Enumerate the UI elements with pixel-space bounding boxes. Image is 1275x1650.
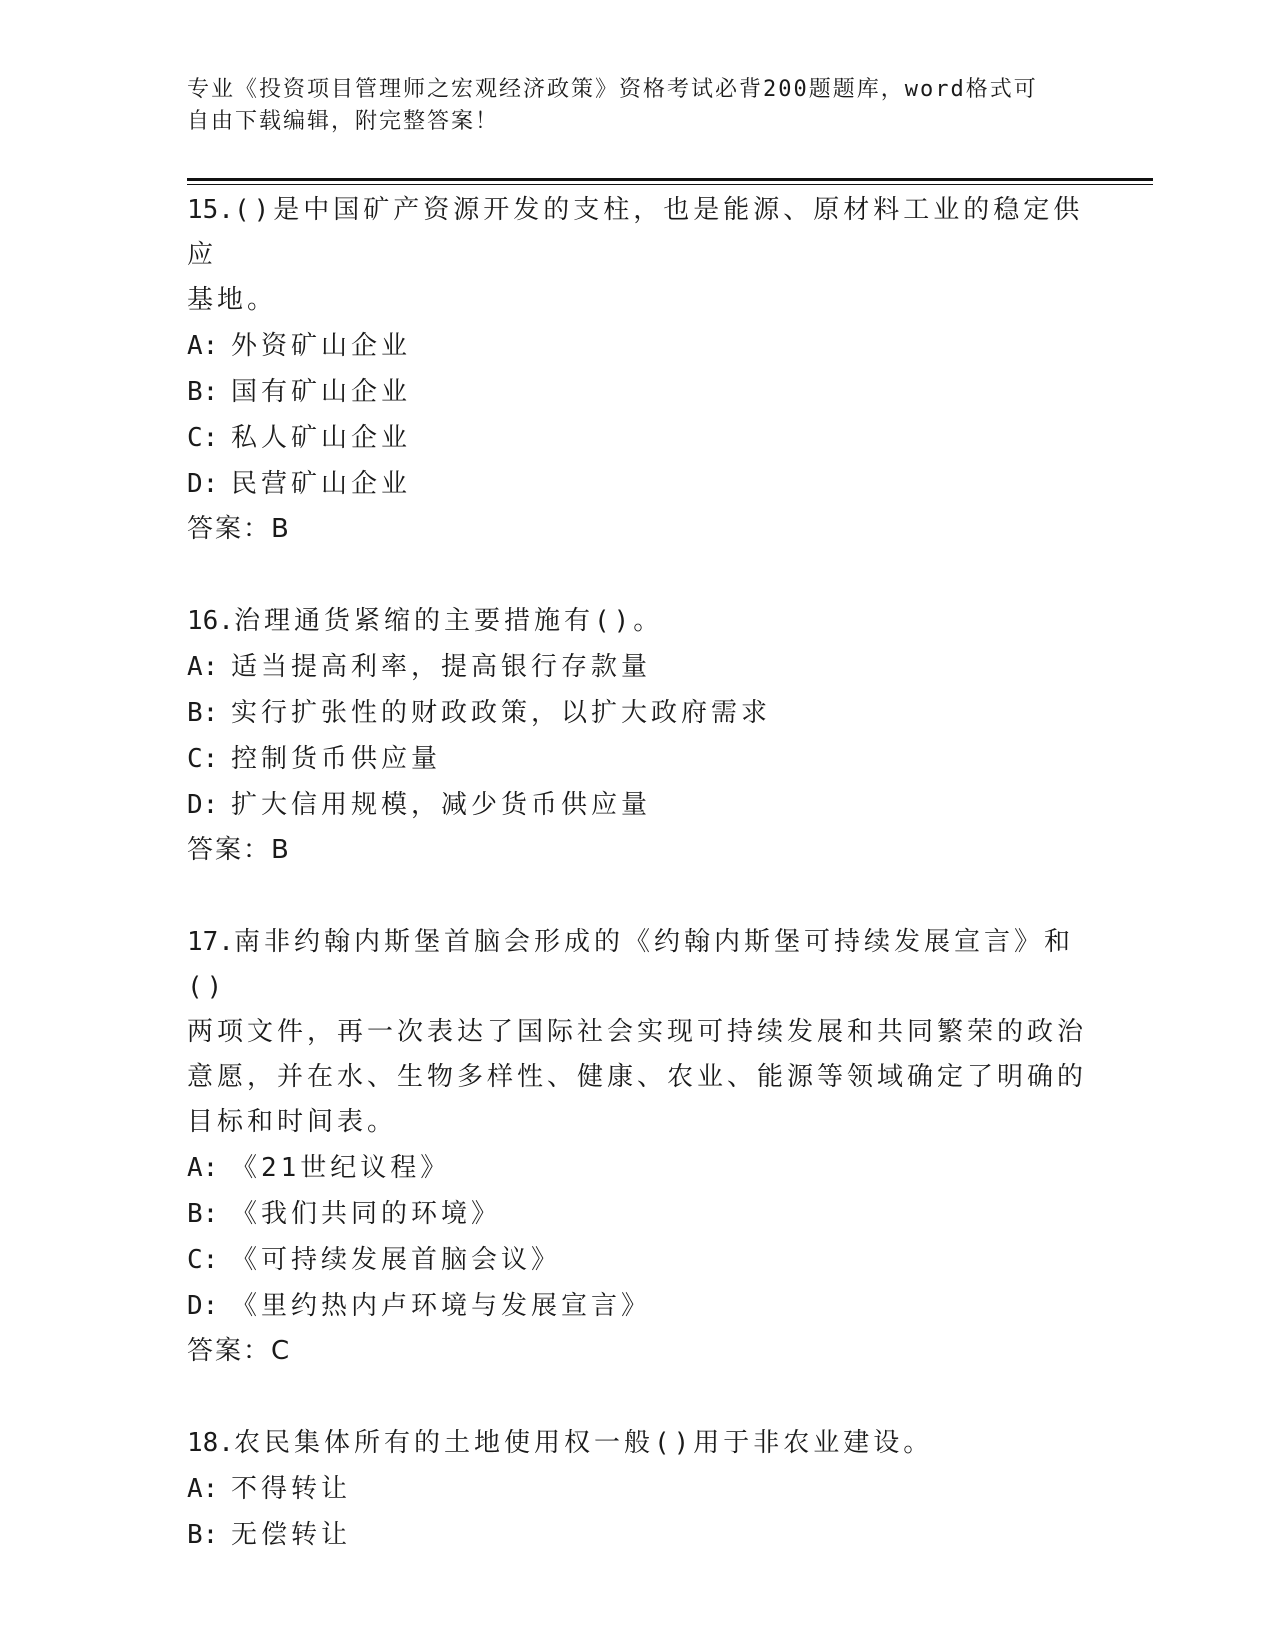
question-stem-line: 意愿，并在水、生物多样性、健康、农业、能源等领域确定了明确的 [187,1062,1088,1092]
option-a [187,1145,1087,1191]
option-text: 《21世纪议程》 [231,1153,451,1183]
question-16 [187,599,1087,872]
question-stem [187,1421,1087,1466]
question-stem-line: 农民集体所有的土地使用权一般()用于非农业建设。 [233,1428,934,1458]
option-text: 控制货币供应量 [231,744,442,774]
option-key: A: [187,652,219,682]
question-number: 17. [187,927,234,957]
option-key: D: [187,1291,219,1321]
option-key: A: [187,1474,219,1504]
option-d [187,782,1087,828]
question-number: 15. [187,195,234,225]
option-key: B: [187,1520,219,1550]
option-a [187,644,1087,690]
option-key: B: [187,1199,219,1229]
option-text: 《我们共同的环境》 [231,1199,502,1229]
question-stem-line: 基地。 [187,285,278,315]
option-text: 《可持续发展首脑会议》 [231,1245,562,1275]
option-b [187,690,1087,736]
header-line-2: 自由下载编辑，附完整答案！ [187,109,500,134]
option-a [187,323,1087,369]
question-15 [187,188,1087,551]
question-stem-line: 两项文件，再一次表达了国际社会实现可持续发展和共同繁荣的政治 [187,1017,1088,1047]
question-stem-line: 目标和时间表。 [187,1107,398,1137]
option-a [187,1466,1087,1512]
option-text: 国有矿山企业 [231,377,412,407]
option-c [187,736,1087,782]
option-b [187,369,1087,415]
header-rule-thick [187,178,1153,181]
option-key: A: [187,331,219,361]
question-number: 18. [187,1428,234,1458]
option-c [187,1237,1087,1283]
question-stem [187,188,1087,278]
option-key: A: [187,1153,219,1183]
option-key: B: [187,698,219,728]
question-stem [187,920,1087,1010]
option-text: 《里约热内卢环境与发展宣言》 [231,1291,652,1321]
option-text: 无偿转让 [231,1520,352,1550]
option-d [187,461,1087,507]
option-text: 民营矿山企业 [231,469,412,499]
question-stem-line: 治理通货紧缩的主要措施有()。 [233,606,664,636]
option-text: 外资矿山企业 [231,331,412,361]
header-rule-thin [187,184,1153,185]
question-stem-line: ()是中国矿产资源开发的支柱，也是能源、原材料工业的稳定供应 [187,195,1084,270]
option-text: 适当提高利率，提高银行存款量 [231,652,652,682]
option-text: 扩大信用规模，减少货币供应量 [231,790,652,820]
option-c [187,415,1087,461]
option-text: 不得转让 [231,1474,352,1504]
option-text: 私人矿山企业 [231,423,412,453]
document-header [187,74,1087,138]
question-18 [187,1421,1087,1558]
question-stem [187,599,1087,644]
question-17 [187,920,1087,1373]
option-text: 实行扩张性的财政政策，以扩大政府需求 [231,698,772,728]
option-key: C: [187,423,219,453]
question-number: 16. [187,606,234,636]
option-key: C: [187,1245,219,1275]
option-d [187,1283,1087,1329]
option-key: C: [187,744,219,774]
option-key: B: [187,377,219,407]
option-b [187,1191,1087,1237]
option-key: D: [187,790,219,820]
answer-line: 答案：B [187,514,291,544]
question-stem-line: 南非约翰内斯堡首脑会形成的《约翰内斯堡可持续发展宣言》和() [187,927,1074,1002]
header-line-1: 专业《投资项目管理师之宏观经济政策》资格考试必背200题题库，word格式可 [187,77,1038,102]
option-b [187,1512,1087,1558]
answer-line: 答案：C [187,1336,292,1366]
question-list [187,188,1087,1606]
answer-line: 答案：B [187,835,291,865]
option-key: D: [187,469,219,499]
